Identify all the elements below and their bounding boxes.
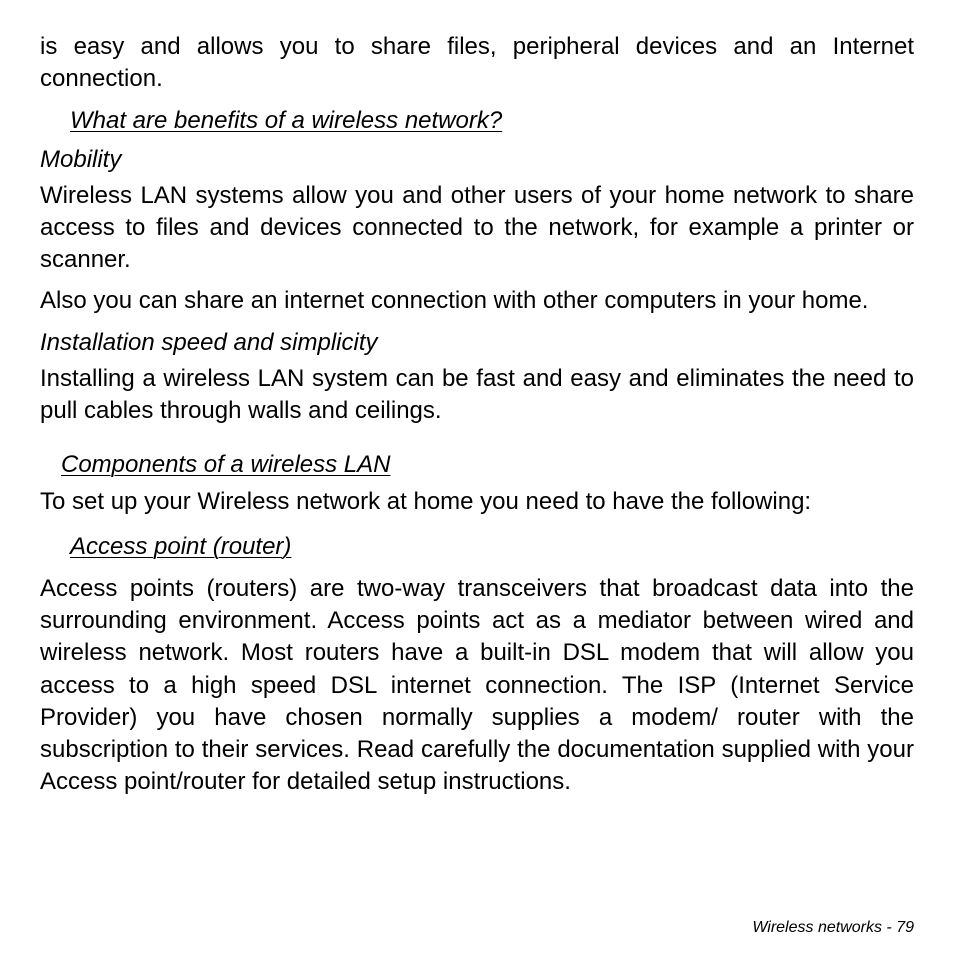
components-heading: Components of a wireless LAN: [61, 451, 391, 479]
benefits-heading: What are benefits of a wireless network?: [70, 106, 503, 134]
components-heading-wrap: [61, 449, 914, 481]
benefits-heading-wrap: [70, 105, 914, 137]
page-footer: Wireless networks - 79: [752, 919, 914, 936]
components-paragraph: To set up your Wireless network at home you need to have the following:: [40, 488, 812, 516]
installation-paragraph: Installing a wireless LAN system can be fast and easy and eliminates the need to pull cables through walls and ceilings.: [40, 364, 914, 425]
mobility-heading: Mobility: [40, 145, 122, 173]
mobility-paragraph-2: Also you can share an internet connection with other computers in your home.: [40, 287, 869, 315]
access-point-heading-wrap: [70, 531, 914, 563]
installation-heading: Installation speed and simplicity: [40, 328, 378, 356]
document-page: [40, 31, 914, 808]
access-point-paragraph: Access points (routers) are two-way transceivers that broadcast data into the surrounding environment. Access points act as a mediator between wired and wireless network. Most routers have a built-in DSL modem that will allow you access to a high speed DSL internet connection. The ISP (Internet Service Provider) you have chosen normally supplies a modem/ router with the subscription to their services. Read carefully the documentation supplied with your Access point/router for detailed setup instructions.: [40, 574, 914, 796]
access-point-heading: Access point (router): [70, 532, 292, 560]
mobility-paragraph-1: Wireless LAN systems allow you and other users of your home network to share access to files and devices connected to the network, for example a printer or scanner.: [40, 181, 914, 274]
intro-paragraph: is easy and allows you to share files, peripheral devices and an Internet connection.: [40, 33, 914, 93]
